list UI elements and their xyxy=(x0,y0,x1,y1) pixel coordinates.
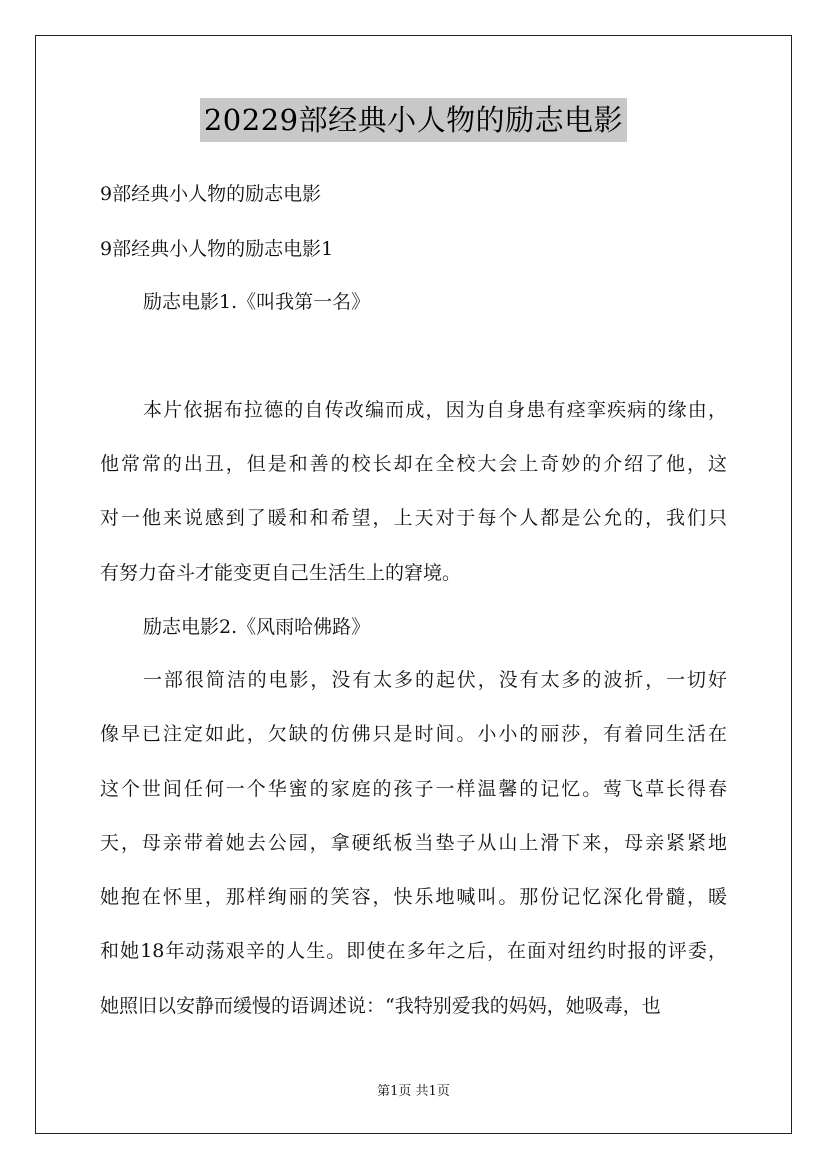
paragraph-2-line: 她抱在怀里，那样绚丽的笑容，快乐地喊叫。那份记忆深化骨髓，暖 xyxy=(100,886,727,908)
heading-1: 9部经典小人物的励志电影 xyxy=(100,183,322,205)
paragraph-1-line: 本片依据布拉德的自传改编而成，因为自身患有痉挛疾病的缘由， xyxy=(143,399,727,421)
paragraph-2-line: 像早已注定如此，欠缺的仿佛只是时间。小小的丽莎，有着同生活在 xyxy=(100,723,727,745)
document-title: 20229部经典小人物的励志电影 xyxy=(200,98,627,142)
heading-2: 9部经典小人物的励志电影1 xyxy=(100,238,334,260)
title-container xyxy=(0,98,827,142)
paragraph-1-line: 对一他来说感到了暖和和希望，上天对于每个人都是公允的，我们只 xyxy=(100,507,727,529)
page-footer: 第1页 共1页 xyxy=(377,1084,450,1099)
paragraph-2-line: 和她18年动荡艰辛的人生。即使在多年之后，在面对纽约时报的评委， xyxy=(100,940,727,962)
movie-2-heading: 励志电影2.《风雨哈佛路》 xyxy=(143,616,371,638)
paragraph-2-line: 一部很简洁的电影，没有太多的起伏，没有太多的波折，一切好 xyxy=(143,669,727,691)
paragraph-1-line: 有努力奋斗才能变更自己生活生上的窘境。 xyxy=(100,562,462,584)
paragraph-2-line: 天，母亲带着她去公园，拿硬纸板当垫子从山上滑下来，母亲紧紧地 xyxy=(100,832,727,854)
paragraph-2-line: 她照旧以安静而缓慢的语调述说：“我特别爱我的妈妈，她吸毒，也 xyxy=(100,995,661,1017)
movie-1-heading: 励志电影1.《叫我第一名》 xyxy=(143,291,371,313)
paragraph-1-line: 他常常的出丑，但是和善的校长却在全校大会上奇妙的介绍了他，这 xyxy=(100,453,727,475)
paragraph-2-line: 这个世间任何一个华蜜的家庭的孩子一样温馨的记忆。莺飞草长得春 xyxy=(100,778,727,800)
